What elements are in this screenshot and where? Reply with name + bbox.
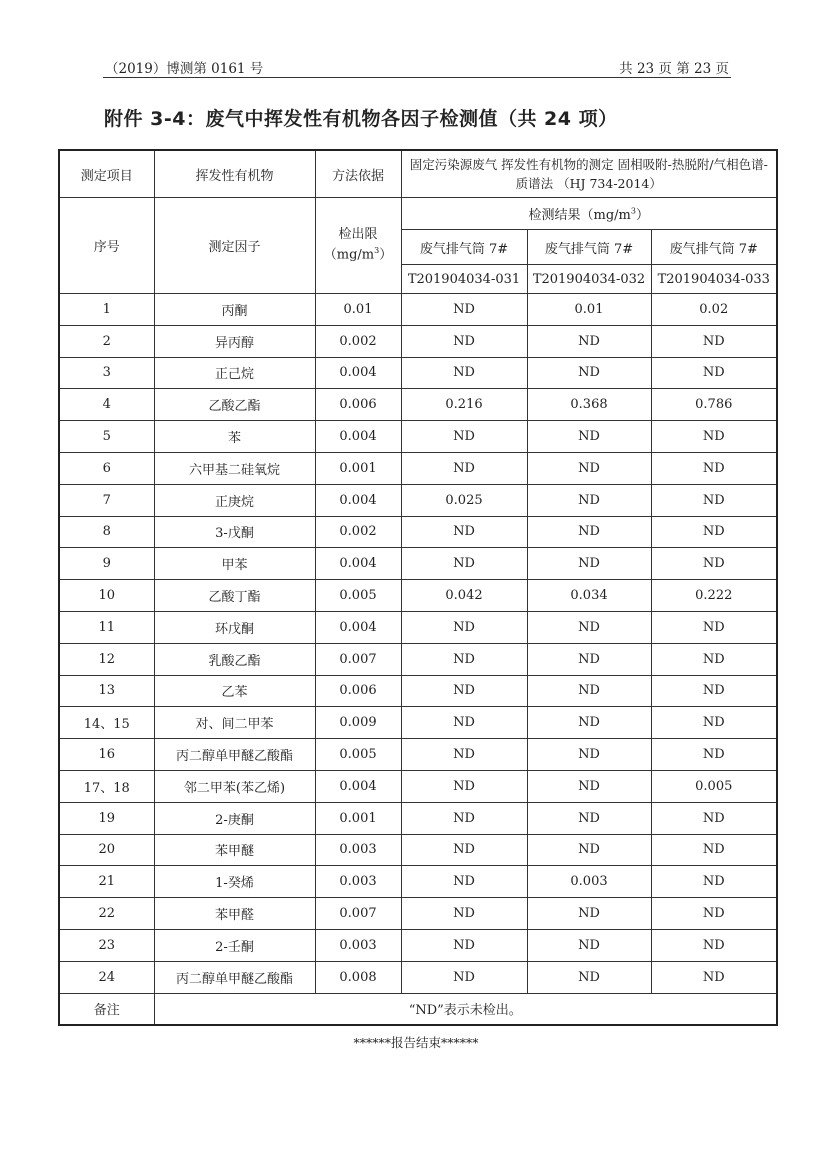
cell-v2: ND [527, 898, 651, 930]
cell-lod: 0.005 [315, 739, 401, 771]
method-text: 固定污染源废气 挥发性有机物的测定 固相吸附-热脱附/气相色谱-质谱法 （HJ 734-2014） [401, 150, 777, 198]
cell-seq: 11 [59, 611, 154, 643]
cell-v1: ND [401, 866, 527, 898]
cell-v1: ND [401, 675, 527, 707]
cell-lod: 0.007 [315, 643, 401, 675]
cell-v1: 0.042 [401, 580, 527, 612]
lod-label: 检出限 [338, 226, 378, 242]
cell-v2: 0.368 [527, 389, 651, 421]
cell-v3: ND [651, 357, 777, 389]
cell-v1: ND [401, 357, 527, 389]
cell-seq: 14、15 [59, 707, 154, 739]
table-row [59, 548, 777, 580]
cell-v3: ND [651, 548, 777, 580]
table-row [59, 675, 777, 707]
lod-unit-post: ） [379, 247, 393, 263]
cell-seq: 7 [59, 484, 154, 516]
cell-seq: 6 [59, 452, 154, 484]
cell-lod: 0.001 [315, 802, 401, 834]
cell-name: 正己烷 [154, 357, 315, 389]
cell-v1: ND [401, 516, 527, 548]
results-label-pre: 检测结果（mg/m [528, 208, 631, 223]
cell-name: 丙二醇单甲醚乙酸酯 [154, 739, 315, 771]
cell-v1: ND [401, 834, 527, 866]
table-row [59, 580, 777, 612]
table-row [59, 452, 777, 484]
cell-lod: 0.004 [315, 484, 401, 516]
cell-v1: ND [401, 421, 527, 453]
results-header [401, 198, 777, 230]
cell-lod: 0.003 [315, 929, 401, 961]
sample-id-3: T201904034-033 [651, 265, 777, 294]
table-row [59, 929, 777, 961]
cell-v1: ND [401, 739, 527, 771]
cell-lod: 0.005 [315, 580, 401, 612]
cell-lod: 0.009 [315, 707, 401, 739]
report-number: （2019）博测第 0161 号 [105, 61, 264, 77]
cell-seq: 2 [59, 325, 154, 357]
col-method-header: 方法依据 [315, 150, 401, 198]
cell-name: 苯甲醛 [154, 898, 315, 930]
cell-lod: 0.004 [315, 611, 401, 643]
cell-v3: ND [651, 961, 777, 993]
cell-v1: 0.025 [401, 484, 527, 516]
cell-seq: 16 [59, 739, 154, 771]
table-row [59, 421, 777, 453]
cell-seq: 13 [59, 675, 154, 707]
col-factor-header: 测定因子 [154, 198, 315, 294]
cell-v3: ND [651, 739, 777, 771]
cell-v1: ND [401, 707, 527, 739]
cell-v2: ND [527, 325, 651, 357]
cell-v2: 0.034 [527, 580, 651, 612]
cell-v3: ND [651, 834, 777, 866]
cell-v1: ND [401, 961, 527, 993]
cell-lod: 0.007 [315, 898, 401, 930]
col-seq-header: 序号 [59, 198, 154, 294]
table-row [59, 898, 777, 930]
cell-lod: 0.004 [315, 357, 401, 389]
col-voc-header: 挥发性有机物 [154, 150, 315, 198]
cell-lod: 0.006 [315, 389, 401, 421]
cell-v2: ND [527, 707, 651, 739]
lod-unit-pre: （mg/m [323, 247, 375, 263]
cell-name: 对、间二甲苯 [154, 707, 315, 739]
cell-v2: ND [527, 675, 651, 707]
table-row [59, 739, 777, 771]
cell-name: 邻二甲苯(苯乙烯) [154, 770, 315, 802]
cell-name: 环戊酮 [154, 611, 315, 643]
cell-lod: 0.004 [315, 770, 401, 802]
table-row [59, 707, 777, 739]
cell-name: 苯甲醚 [154, 834, 315, 866]
cell-name: 甲苯 [154, 548, 315, 580]
page-info: 共 23 页 第 23 页 [619, 61, 729, 77]
table-row [59, 834, 777, 866]
cell-v1: ND [401, 929, 527, 961]
table-row [59, 961, 777, 993]
cell-v3: ND [651, 421, 777, 453]
cell-lod: 0.002 [315, 516, 401, 548]
table-row [59, 294, 777, 326]
cell-seq: 5 [59, 421, 154, 453]
cell-lod: 0.003 [315, 866, 401, 898]
cell-name: 乙苯 [154, 675, 315, 707]
cell-name: 乙酸丁酯 [154, 580, 315, 612]
cell-seq: 8 [59, 516, 154, 548]
table-row [59, 484, 777, 516]
cell-v2: 0.003 [527, 866, 651, 898]
cell-v2: ND [527, 929, 651, 961]
cell-lod: 0.01 [315, 294, 401, 326]
table-row [59, 770, 777, 802]
table-row [59, 389, 777, 421]
cell-v3: ND [651, 898, 777, 930]
cell-lod: 0.004 [315, 548, 401, 580]
cell-seq: 19 [59, 802, 154, 834]
cell-name: 正庚烷 [154, 484, 315, 516]
table-row [59, 643, 777, 675]
table-row [59, 357, 777, 389]
source-1: 废气排气筒 7# [401, 230, 527, 265]
cell-seq: 17、18 [59, 770, 154, 802]
cell-seq: 9 [59, 548, 154, 580]
note-label: 备注 [59, 993, 154, 1025]
cell-seq: 4 [59, 389, 154, 421]
cell-v1: ND [401, 325, 527, 357]
cell-v2: ND [527, 421, 651, 453]
cell-name: 苯 [154, 421, 315, 453]
cell-name: 2-壬酮 [154, 929, 315, 961]
cell-v1: ND [401, 643, 527, 675]
cell-seq: 21 [59, 866, 154, 898]
cell-v1: ND [401, 898, 527, 930]
cell-v1: ND [401, 770, 527, 802]
cell-name: 乙酸乙酯 [154, 389, 315, 421]
cell-v3: ND [651, 611, 777, 643]
cell-seq: 3 [59, 357, 154, 389]
cell-v3: 0.005 [651, 770, 777, 802]
cell-v2: ND [527, 770, 651, 802]
cell-v1: 0.216 [401, 389, 527, 421]
cell-v2: ND [527, 739, 651, 771]
cell-seq: 24 [59, 961, 154, 993]
cell-v2: ND [527, 484, 651, 516]
cell-v2: ND [527, 961, 651, 993]
results-table [58, 149, 778, 1026]
cell-v3: ND [651, 484, 777, 516]
cell-v3: ND [651, 452, 777, 484]
page-header [103, 55, 731, 78]
source-3: 废气排气筒 7# [651, 230, 777, 265]
cell-lod: 0.003 [315, 834, 401, 866]
cell-v2: ND [527, 357, 651, 389]
cell-v3: ND [651, 866, 777, 898]
cell-name: 异丙醇 [154, 325, 315, 357]
cell-lod: 0.006 [315, 675, 401, 707]
header-row-results [59, 198, 777, 230]
cell-seq: 23 [59, 929, 154, 961]
cell-v2: ND [527, 516, 651, 548]
table-row [59, 325, 777, 357]
cell-seq: 20 [59, 834, 154, 866]
cell-name: 丙二醇单甲醚乙酸酯 [154, 961, 315, 993]
cell-name: 2-庚酮 [154, 802, 315, 834]
cell-seq: 10 [59, 580, 154, 612]
sample-id-1: T201904034-031 [401, 265, 527, 294]
col-lod-header [315, 198, 401, 294]
cell-v3: 0.222 [651, 580, 777, 612]
source-2: 废气排气筒 7# [527, 230, 651, 265]
cell-v3: 0.786 [651, 389, 777, 421]
cell-v2: ND [527, 834, 651, 866]
cell-v2: ND [527, 611, 651, 643]
cell-seq: 1 [59, 294, 154, 326]
note-row [59, 993, 777, 1025]
lod-unit-sup: 3 [374, 246, 380, 256]
cell-v3: ND [651, 325, 777, 357]
cell-v1: ND [401, 294, 527, 326]
cell-seq: 22 [59, 898, 154, 930]
cell-v1: ND [401, 611, 527, 643]
page-title: 附件 3-4：废气中挥发性有机物各因子检测值（共 24 项） [104, 108, 618, 130]
cell-v2: ND [527, 548, 651, 580]
cell-v3: ND [651, 516, 777, 548]
cell-name: 丙酮 [154, 294, 315, 326]
cell-name: 1-癸烯 [154, 866, 315, 898]
cell-v3: ND [651, 707, 777, 739]
results-label-sup: 3 [630, 206, 636, 216]
cell-v2: ND [527, 643, 651, 675]
cell-seq: 12 [59, 643, 154, 675]
col-item-header: 测定项目 [59, 150, 154, 198]
cell-lod: 0.001 [315, 452, 401, 484]
report-end: ******报告结束****** [353, 1035, 479, 1050]
cell-v3: ND [651, 802, 777, 834]
table-row [59, 516, 777, 548]
cell-lod: 0.004 [315, 421, 401, 453]
table-row [59, 611, 777, 643]
cell-v2: ND [527, 802, 651, 834]
table-row [59, 866, 777, 898]
cell-v3: ND [651, 675, 777, 707]
table-row [59, 802, 777, 834]
cell-v2: 0.01 [527, 294, 651, 326]
cell-v3: 0.02 [651, 294, 777, 326]
cell-lod: 0.008 [315, 961, 401, 993]
cell-v1: ND [401, 548, 527, 580]
cell-name: 乳酸乙酯 [154, 643, 315, 675]
header-row-item [59, 150, 777, 198]
cell-v2: ND [527, 452, 651, 484]
results-label-post: ） [635, 208, 649, 223]
cell-v3: ND [651, 929, 777, 961]
note-text: “ND”表示未检出。 [154, 993, 777, 1025]
cell-name: 3-戊酮 [154, 516, 315, 548]
cell-v1: ND [401, 452, 527, 484]
cell-v1: ND [401, 802, 527, 834]
cell-lod: 0.002 [315, 325, 401, 357]
cell-name: 六甲基二硅氧烷 [154, 452, 315, 484]
cell-v3: ND [651, 643, 777, 675]
sample-id-2: T201904034-032 [527, 265, 651, 294]
